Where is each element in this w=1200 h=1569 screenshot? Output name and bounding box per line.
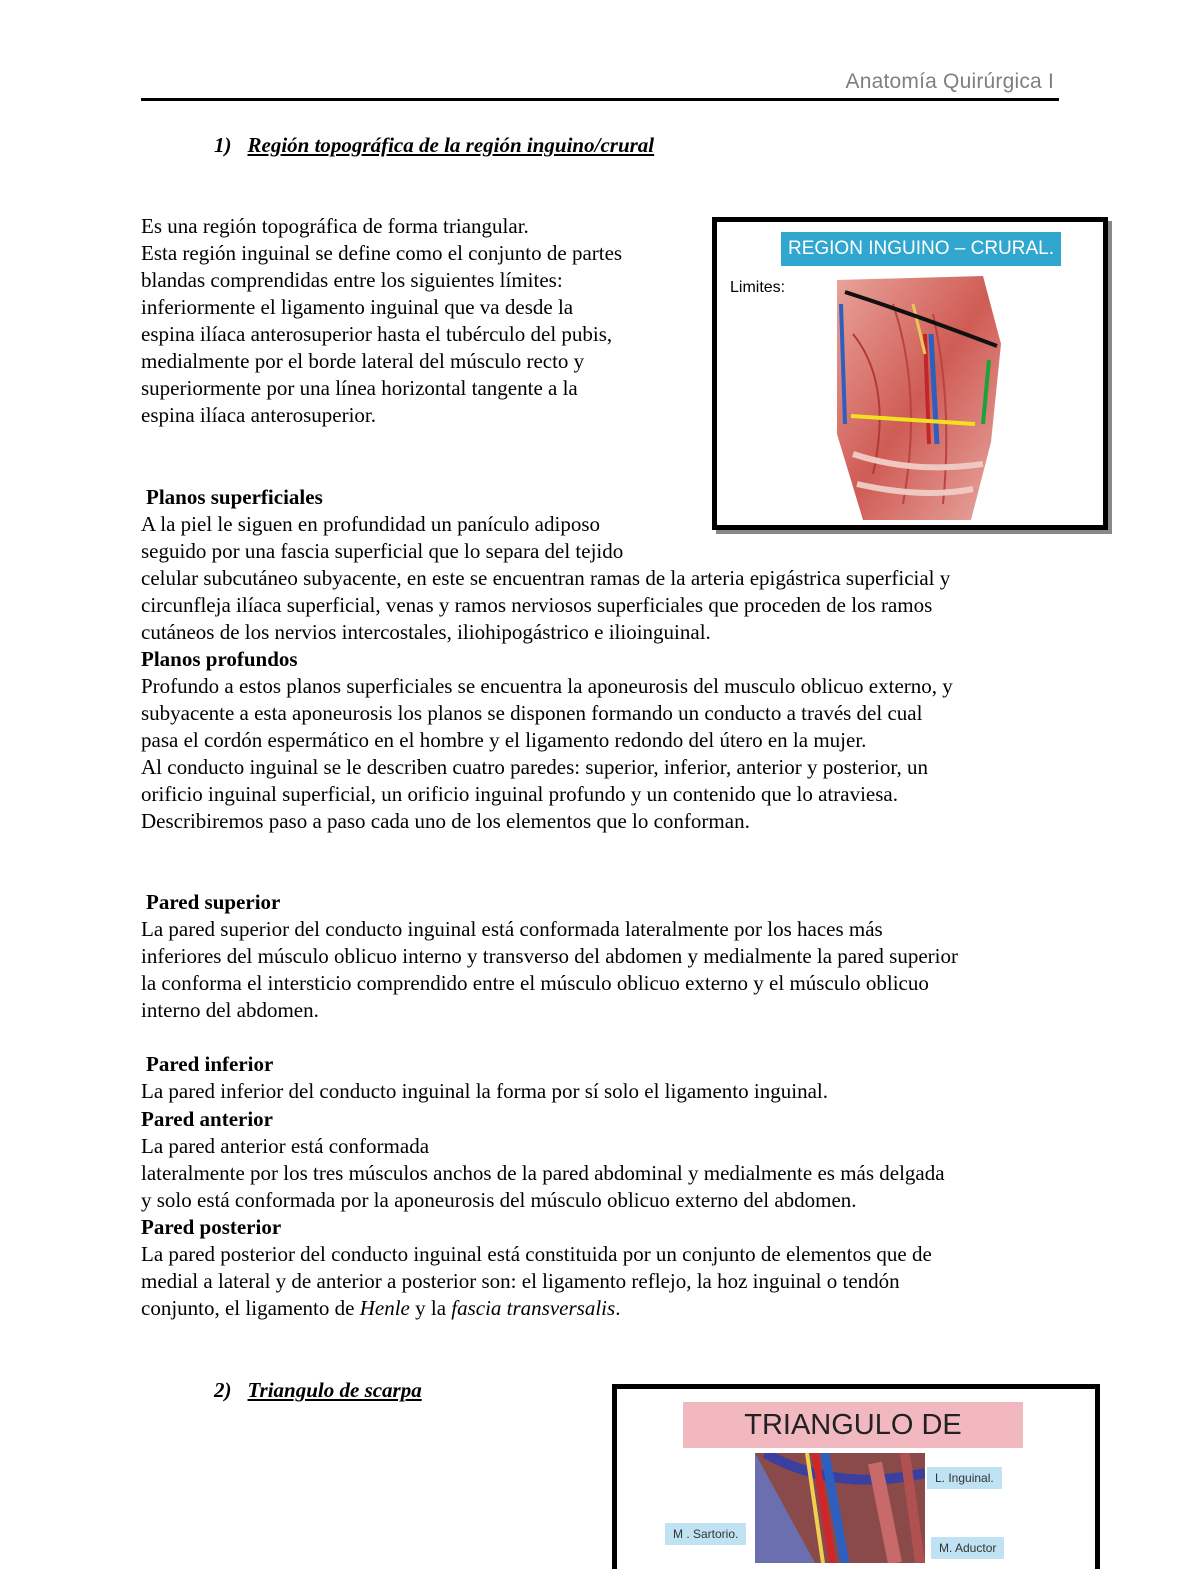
text-line: interno del abdomen. (141, 998, 319, 1022)
heading-pared-anterior: Pared anterior (141, 1107, 273, 1131)
text-line: inferiormente el ligamento inguinal que va desde la (141, 295, 574, 319)
text-line: orificio inguinal superficial, un orificio inguinal profundo y un contenido que lo atraviesa. (141, 782, 898, 806)
text-line: La pared inferior del conducto inguinal la forma por sí solo el ligamento inguinal. (141, 1079, 828, 1103)
text-line: celular subcutáneo subyacente, en este se encuentran ramas de la arteria epigástrica superficial y (141, 566, 951, 590)
text-line: La pared posterior del conducto inguinal está constituida por un conjunto de elementos que de (141, 1242, 932, 1266)
text-line: La pared anterior está conformada (141, 1134, 430, 1158)
text-line: pasa el cordón espermático en el hombre y el ligamento redondo del útero en la mujer. (141, 728, 867, 752)
text-span-italic: fascia transversalis (451, 1296, 616, 1320)
text-span: y la (409, 1296, 452, 1320)
text-line: subyacente a esta aponeurosis los planos se disponen formando un conducto a través del cual (141, 701, 923, 725)
section-1-title (214, 133, 654, 158)
figure-1-limits-label: Limites: (730, 279, 786, 296)
text-line (141, 1295, 932, 1322)
scarpa-triangle-illustration (755, 1453, 925, 1563)
section-2-title-text: Triangulo de scarpa (247, 1378, 422, 1402)
figure-2-banner: TRIANGULO DE (683, 1402, 1023, 1448)
figure-1-banner: REGION INGUINO – CRURAL. (781, 232, 1061, 266)
text-line: inferiores del músculo oblicuo interno y transverso del abdomen y medialmente la pared superior (141, 944, 959, 968)
label-ligamento-inguinal: L. Inguinal. (927, 1467, 1002, 1489)
text-line: espina ilíaca anterosuperior. (141, 403, 376, 427)
text-line: y solo está conformada por la aponeurosis del músculo oblicuo externo del abdomen. (141, 1188, 857, 1212)
text-line: cutáneos de los nervios intercostales, iliohipogástrico e ilioinguinal. (141, 620, 711, 644)
paragraph-planos-superficiales (141, 511, 950, 646)
text-line: Describiremos paso a paso cada uno de los elementos que lo conforman. (141, 809, 750, 833)
section-2-title (214, 1378, 422, 1403)
paragraph-pared-posterior (141, 1241, 932, 1322)
heading-pared-superior: Pared superior (146, 890, 281, 914)
heading-pared-inferior: Pared inferior (146, 1052, 274, 1076)
heading-planos-superficiales: Planos superficiales (146, 485, 323, 509)
heading-pared-posterior: Pared posterior (141, 1215, 282, 1239)
text-line: medialmente por el borde lateral del músculo recto y (141, 349, 585, 373)
text-line: Al conducto inguinal se le describen cuatro paredes: superior, inferior, anterior y posterior, un (141, 755, 929, 779)
text-line: seguido por una fascia superficial que lo separa del tejido (141, 539, 624, 563)
text-line: Es una región topográfica de forma triangular. (141, 214, 529, 238)
text-line: A la piel le siguen en profundidad un panículo adiposo (141, 512, 600, 536)
paragraph-pared-anterior (141, 1133, 945, 1214)
label-musculo-sartorio: M . Sartorio. (665, 1523, 746, 1545)
intro-paragraph (141, 213, 622, 429)
text-span: conjunto, el ligamento de (141, 1296, 360, 1320)
figure-inguino-crural (712, 217, 1108, 530)
text-line: blandas comprendidas entre los siguientes límites: (141, 268, 563, 292)
paragraph-planos-profundos (141, 673, 953, 835)
section-1-number: 1) (214, 133, 232, 157)
text-line: Esta región inguinal se define como el conjunto de partes (141, 241, 623, 265)
text-line: superiormente por una línea horizontal tangente a la (141, 376, 578, 400)
text-span: . (615, 1296, 621, 1320)
paragraph-pared-inferior (141, 1078, 828, 1105)
label-musculo-aductor: M. Aductor (931, 1537, 1004, 1559)
header-rule (141, 98, 1059, 101)
section-2-number: 2) (214, 1378, 232, 1402)
text-line: Profundo a estos planos superficiales se encuentra la aponeurosis del musculo oblicuo externo, y (141, 674, 953, 698)
text-line: la conforma el intersticio comprendido entre el músculo oblicuo externo y el músculo oblicuo (141, 971, 929, 995)
figure-triangulo-scarpa (612, 1384, 1100, 1569)
text-line: La pared superior del conducto inguinal está conformada lateralmente por los haces más (141, 917, 883, 941)
section-1-title-text: Región topográfica de la región inguino/crural (247, 133, 655, 157)
running-header: Anatomía Quirúrgica I (845, 70, 1054, 93)
text-span-italic: Henle (359, 1296, 410, 1320)
text-line: espina ilíaca anterosuperior hasta el tubérculo del pubis, (141, 322, 613, 346)
text-line: circunfleja ilíaca superficial, venas y ramos nerviosos superficiales que proceden de los ramos (141, 593, 933, 617)
paragraph-pared-superior (141, 916, 958, 1024)
heading-planos-profundos: Planos profundos (141, 647, 298, 671)
inguinal-region-illustration (833, 274, 1003, 522)
text-line: lateralmente por los tres músculos anchos de la pared abdominal y medialmente es más delgada (141, 1161, 945, 1185)
text-line: medial a lateral y de anterior a posterior son: el ligamento reflejo, la hoz inguinal o tendón (141, 1269, 900, 1293)
